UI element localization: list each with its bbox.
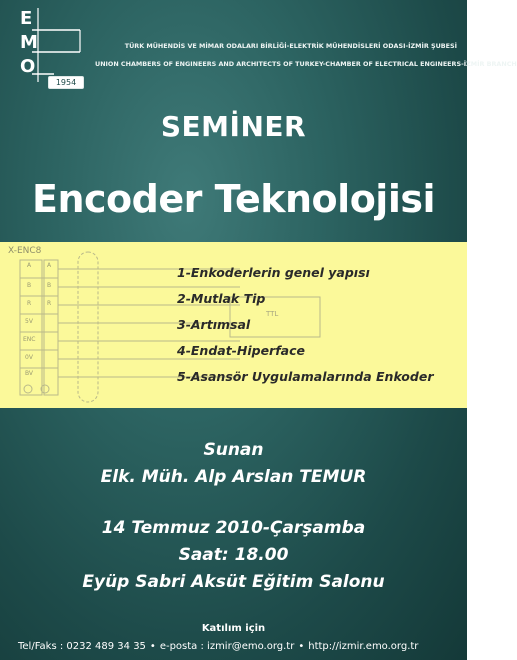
org-name-turkish: TÜRK MÜHENDİS VE MİMAR ODALARI BİRLİĞİ-ELEKTRİK MÜHENDİSLERİ ODASI-İZMİR ŞUBESİ — [124, 42, 457, 50]
topic-item: 4-Endat-Hiperface — [177, 343, 305, 358]
topic-item: 5-Asansör Uygulamalarında Enkoder — [177, 369, 434, 384]
seminar-title: Encoder Teknolojisi — [32, 177, 435, 221]
schematic-pin-8: ENC — [23, 336, 36, 343]
website-link[interactable]: http://izmir.emo.org.tr — [308, 641, 419, 652]
logo-year: 1954 — [48, 76, 84, 89]
schematic-ttl-label: TTL — [266, 310, 279, 318]
org-name-english: UNION CHAMBERS OF ENGINEERS AND ARCHITECTS OF TURKEY-CHAMBER OF ELECTRICAL ENGINEERS-İZMİR BRANCH — [95, 60, 517, 68]
logo-letter-e: E — [20, 8, 33, 29]
logo-letter-m: M — [20, 32, 38, 53]
email-address[interactable]: e-posta : izmir@emo.org.tr — [159, 641, 295, 652]
phone-fax: Tel/Faks : 0232 489 34 35 — [18, 641, 146, 652]
event-time: Saat: 18.00 — [178, 545, 289, 565]
schematic-pin-3: B — [27, 282, 32, 289]
logo-letter-o: O — [20, 56, 36, 77]
separator-bullet: • — [149, 641, 156, 652]
topic-list — [177, 260, 457, 390]
schematic-pin-1: A — [27, 262, 32, 269]
participation-label: Katılım için — [201, 623, 266, 634]
schematic-pin-9: 0V — [25, 354, 33, 361]
schematic-pin-10: BV — [25, 370, 34, 377]
topics-panel — [0, 242, 467, 408]
separator-bullet: • — [298, 641, 305, 652]
topic-item: 2-Mutlak Tip — [177, 291, 266, 306]
event-venue: Eyüp Sabri Aksüt Eğitim Salonu — [82, 572, 385, 592]
contact-line — [18, 641, 458, 652]
topic-item: 1-Enkoderlerin genel yapısı — [177, 265, 370, 280]
schematic-pin-5: R — [27, 300, 32, 307]
schematic-label: X-ENC8 — [8, 246, 42, 256]
schematic-pin-7: 5V — [25, 318, 33, 325]
schematic-pin-6: R — [47, 300, 52, 307]
emo-logo — [14, 8, 84, 86]
topic-item: 3-Artımsal — [177, 317, 251, 332]
seminar-label: SEMİNER — [160, 110, 307, 143]
event-date: 14 Temmuz 2010-Çarşamba — [101, 518, 366, 538]
schematic-pin-2: A — [47, 262, 52, 269]
schematic-pin-4: B — [47, 282, 52, 289]
presenter-name: Elk. Müh. Alp Arslan TEMUR — [100, 467, 367, 487]
presenter-label: Sunan — [203, 440, 264, 460]
